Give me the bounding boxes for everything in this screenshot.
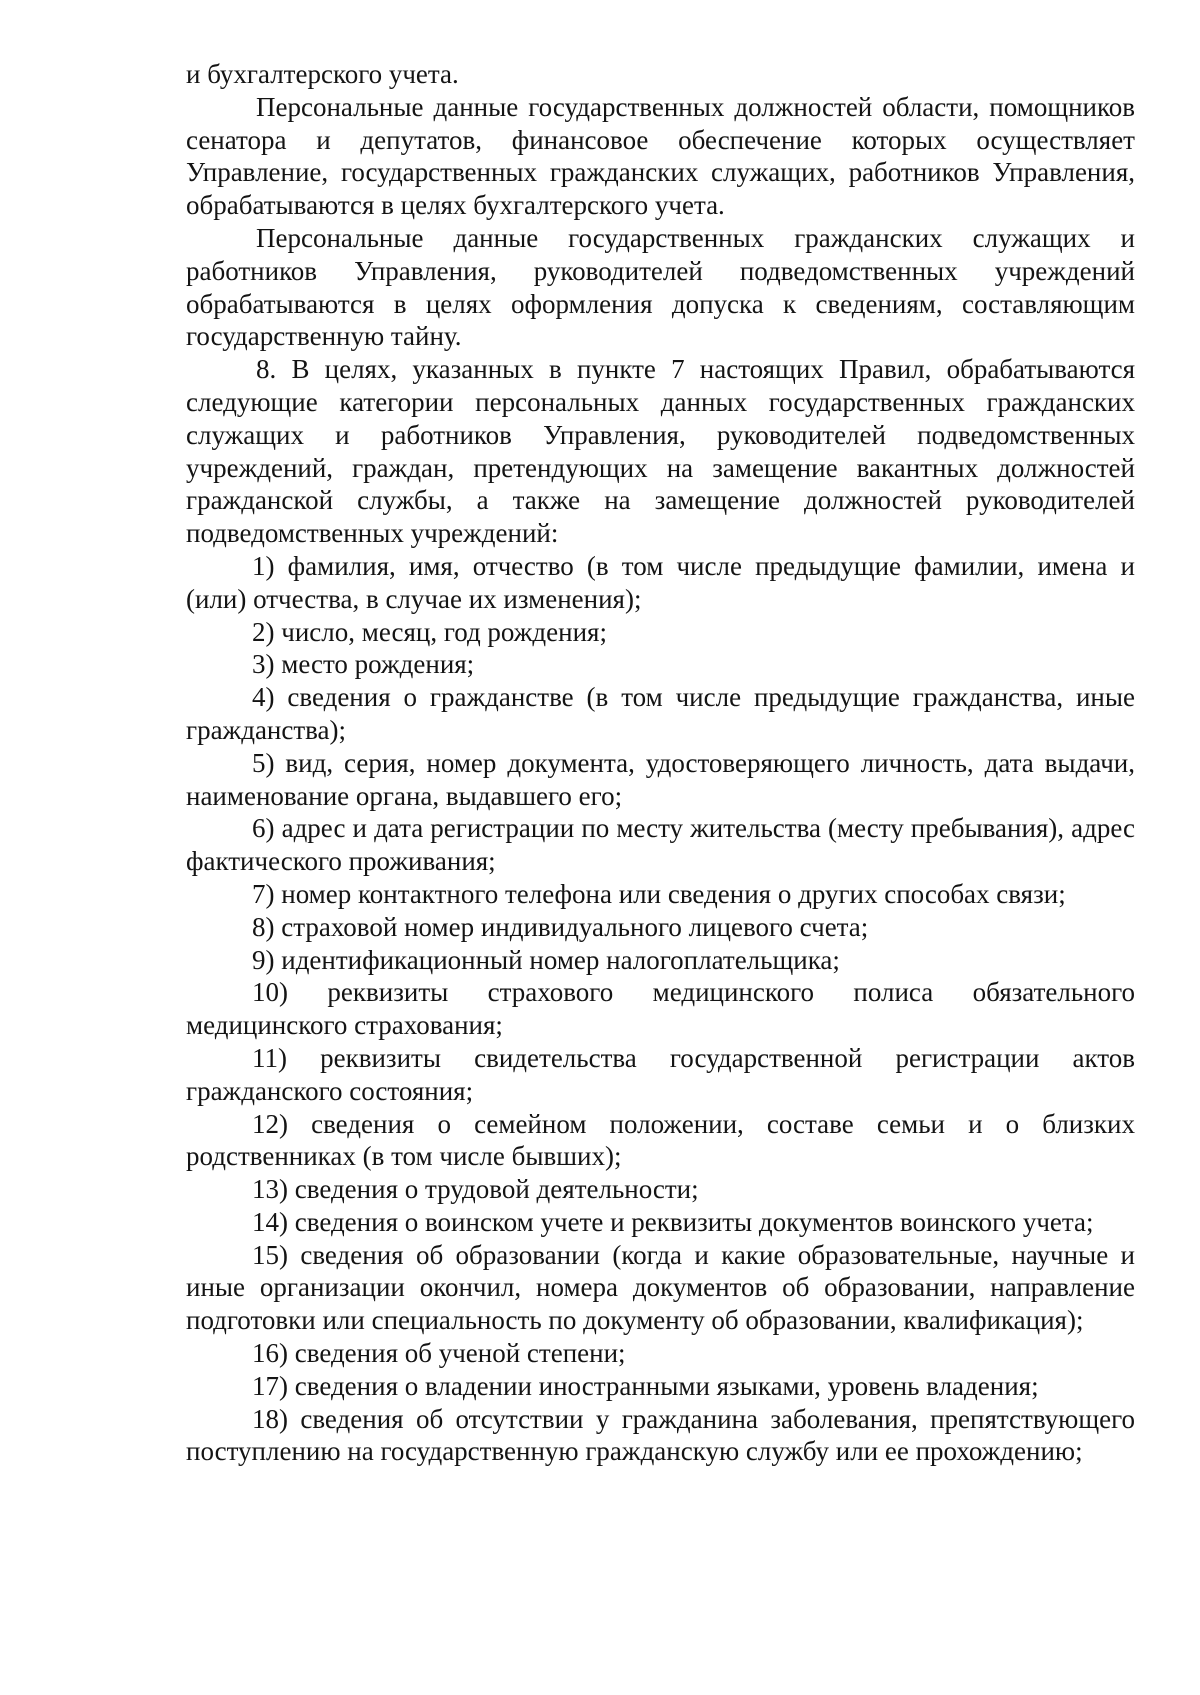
list-item-11: 11) реквизиты свидетельства государственной регистрации актов гражданского состояния; <box>186 1042 1135 1106</box>
paragraph-state-secret-purpose: Персональные данные государственных гражданских служащих и работников Управления, руководителей подведомственных учреждений обрабатываются в целях оформления допуска к сведениям, составляющим государственную тайну. <box>186 222 1135 352</box>
list-item-1: 1) фамилия, имя, отчество (в том числе предыдущие фамилии, имена и (или) отчества, в случае их изменения); <box>186 550 1135 614</box>
list-item-8: 8) страховой номер индивидуального лицевого счета; <box>252 911 869 942</box>
list-item-2: 2) число, месяц, год рождения; <box>252 616 607 647</box>
paragraph-accounting-purpose: Персональные данные государственных должностей области, помощников сенатора и депутатов, финансовое обеспечение которых осуществляет Управление, государственных гражданских служащих, работников Управления, обрабатываются в целях бухгалтерского учета. <box>186 91 1135 221</box>
list-item-5: 5) вид, серия, номер документа, удостоверяющего личность, дата выдачи, наименование органа, выдавшего его; <box>186 747 1135 811</box>
list-item-18: 18) сведения об отсутствии у гражданина заболевания, препятствующего поступлению на государственную гражданскую службу или ее прохождению; <box>186 1403 1135 1467</box>
list-item-12: 12) сведения о семейном положении, составе семьи и о близких родственниках (в том числе бывших); <box>186 1108 1135 1172</box>
paragraph-continuation: и бухгалтерского учета. <box>186 59 459 89</box>
list-item-14: 14) сведения о воинском учете и реквизиты документов воинского учета; <box>252 1206 1094 1237</box>
list-item-16: 16) сведения об ученой степени; <box>252 1338 626 1369</box>
document-page <box>186 58 1135 1468</box>
list-item-17: 17) сведения о владении иностранными языками, уровень владения; <box>252 1370 1039 1401</box>
list-item-10: 10) реквизиты страхового медицинского полиса обязательного медицинского страхования; <box>186 977 1135 1041</box>
list-item-6: 6) адрес и дата регистрации по месту жительства (месту пребывания), адрес фактического проживания; <box>186 813 1135 877</box>
list-item-7: 7) номер контактного телефона или сведения о других способах связи; <box>252 878 1066 909</box>
paragraph-item-8: 8. В целях, указанных в пункте 7 настоящих Правил, обрабатываются следующие категории персональных данных государственных гражданских служащих и работников Управления, руководителей подведомственных учреждений, граждан, претендующих на замещение вакантных должностей гражданской службы, а также на замещение должностей руководителей подведомственных учреждений: <box>186 354 1135 549</box>
list-item-13: 13) сведения о трудовой деятельности; <box>252 1174 699 1205</box>
list-item-3: 3) место рождения; <box>252 649 475 680</box>
list-item-4: 4) сведения о гражданстве (в том числе предыдущие гражданства, иные гражданства); <box>186 682 1135 745</box>
list-item-15: 15) сведения об образовании (когда и какие образовательные, научные и иные организации окончил, номера документов об образовании, направление подготовки или специальность по документу об образовании, квалификация); <box>186 1239 1135 1336</box>
list-item-9: 9) идентификационный номер налогоплательщика; <box>252 944 840 975</box>
